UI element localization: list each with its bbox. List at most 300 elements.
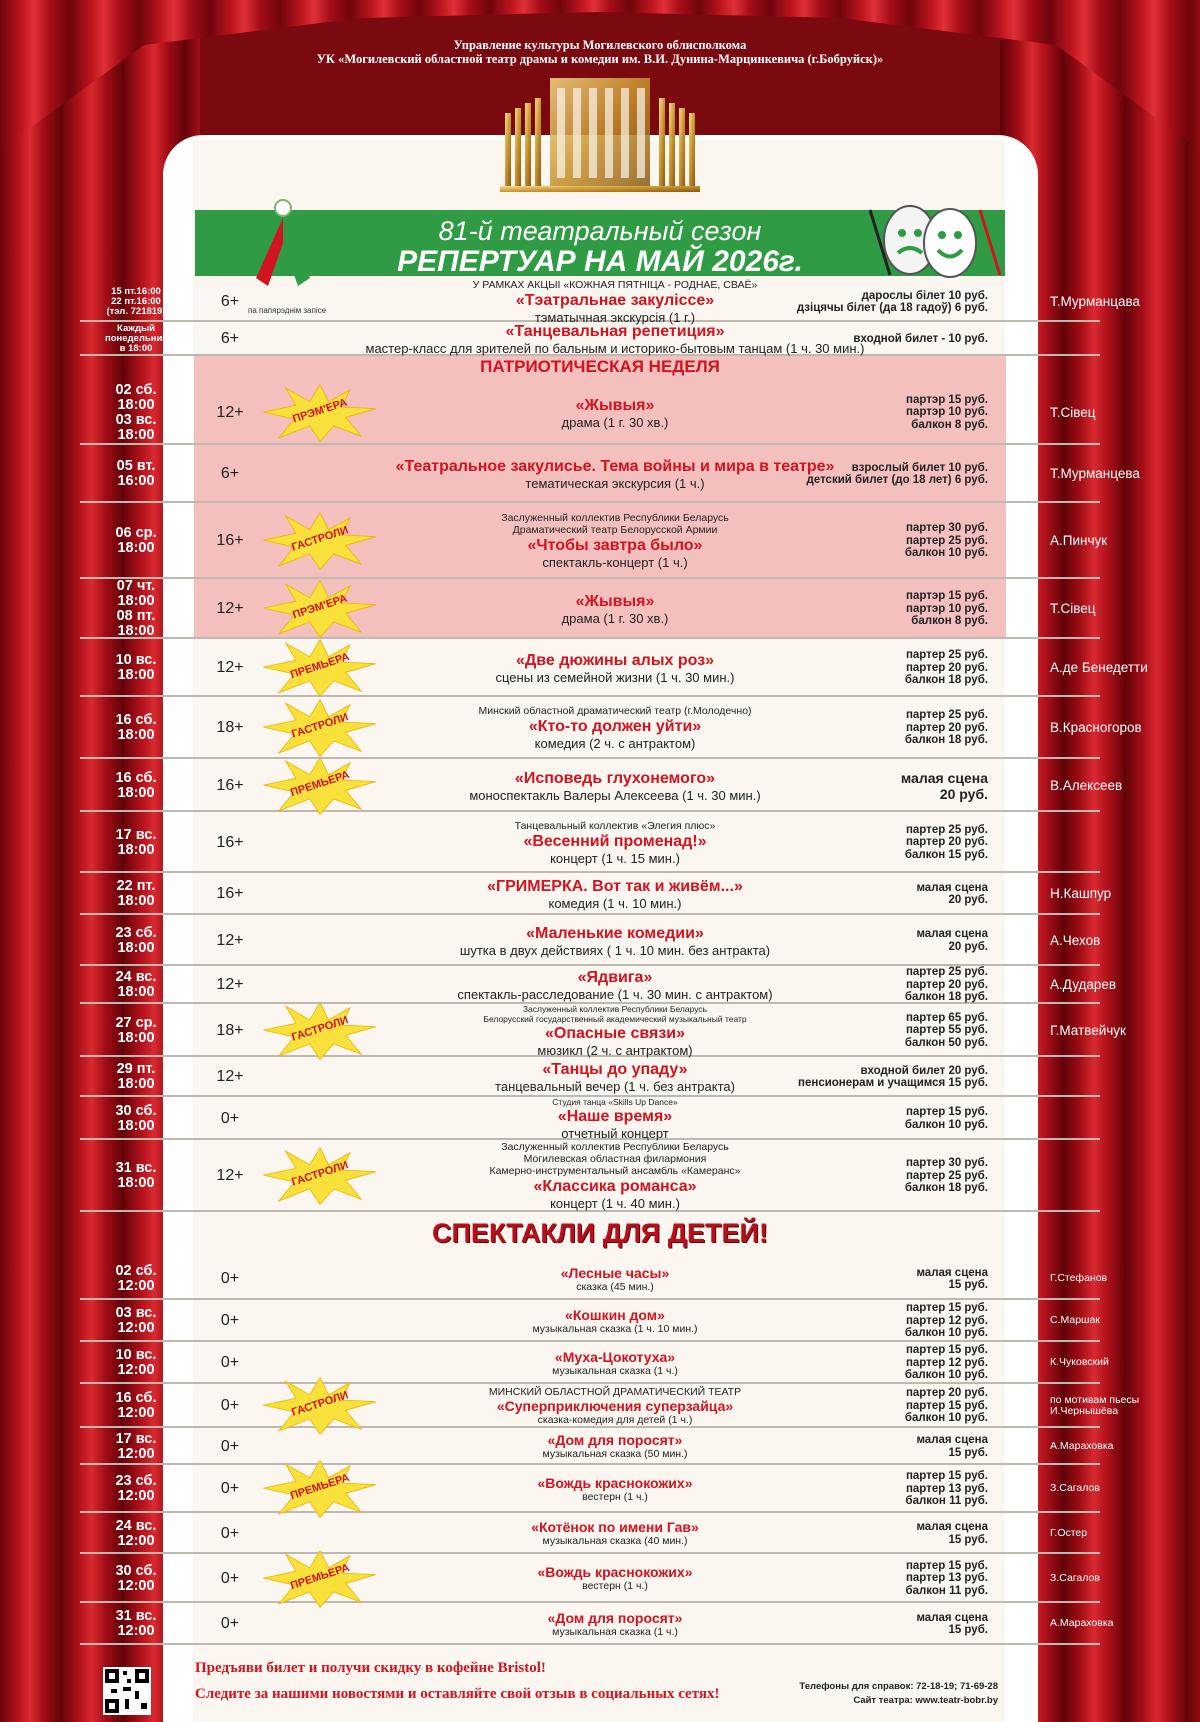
- event-presenter: МИНСКИЙ ОБЛАСТНОЙ ДРАМАТИЧЕСКИЙ ТЕАТР: [488, 1385, 742, 1398]
- date-line: 16 сб.: [115, 712, 157, 728]
- header-line-1: Управление культуры Могилевского облисполкома: [453, 38, 747, 52]
- ticket-prices: [768, 282, 988, 322]
- event-row: [80, 380, 1100, 445]
- event-date: [80, 639, 192, 697]
- age-rating: 16+: [216, 833, 244, 851]
- event-date: [80, 812, 192, 873]
- date-line: 29 пт.: [116, 1061, 156, 1077]
- date-line: Каждый: [117, 323, 155, 334]
- event-title[interactable]: «Весенний променад!»: [523, 832, 707, 850]
- price-line: балкон 10 руб.: [904, 1118, 988, 1131]
- kids-event-row: [80, 1554, 1100, 1603]
- price-line: партер 15 руб.: [905, 1302, 988, 1315]
- event-title[interactable]: «Суперприключения суперзайца»: [496, 1397, 734, 1414]
- price-line: 20 руб.: [939, 785, 988, 802]
- event-presenter: Белорусский государственный академический музыкальный театр: [483, 1013, 747, 1024]
- date-line: 12:00: [117, 1488, 155, 1504]
- event-presenter: Минский областной драматический театр (г.Молодечно): [478, 705, 752, 717]
- badge-label: ГАСТРОЛИ: [290, 524, 350, 554]
- date-line: понедельник: [104, 333, 168, 344]
- age-rating: 18+: [216, 719, 244, 736]
- date-line: 12:00: [117, 1577, 155, 1594]
- event-date: [80, 915, 192, 966]
- date-line: 15 пт.16:00: [111, 286, 161, 297]
- kids-event-row: [80, 1465, 1100, 1513]
- age-rating: 12+: [216, 403, 244, 421]
- date-line: в 18:00: [119, 343, 153, 354]
- event-genre: комедия (1 ч. 10 мин.): [548, 896, 682, 911]
- date-line: 18:00: [117, 893, 155, 909]
- price-line: партер 25 руб.: [905, 649, 988, 662]
- date-line: 31 вс.: [115, 1160, 157, 1176]
- price-line: партер 25 руб.: [905, 823, 988, 836]
- price-line: малая сцена: [916, 1266, 988, 1279]
- event-genre: комедия (2 ч. с антрактом): [534, 736, 696, 751]
- price-line: балкон 8 руб.: [911, 418, 988, 431]
- event-date: [80, 1057, 192, 1097]
- price-line: малая сцена: [916, 928, 988, 940]
- price-line: малая сцена: [916, 881, 988, 894]
- event-genre: вестерн (1 ч.): [582, 1490, 648, 1503]
- event-title[interactable]: «Муха-Цокотуха»: [554, 1348, 676, 1365]
- badge-label: ПРЕМЬЕРА: [288, 1561, 352, 1593]
- date-line: 18:00: [117, 426, 155, 443]
- kids-event-row: [80, 1603, 1114, 1645]
- price-line: партер 13 руб.: [905, 1572, 988, 1585]
- event-author: З.Сагалов: [1050, 1571, 1100, 1584]
- event-row: [80, 697, 1142, 759]
- event-genre: тэматычная экскурсія (1 г.): [534, 310, 696, 325]
- age-rating: 0+: [220, 1480, 240, 1497]
- footer-promo: Предъяви билет и получи скидку в кофейне Bristol!: [195, 1660, 546, 1676]
- ticket-prices: [768, 1300, 988, 1342]
- price-line: малая сцена: [916, 1611, 988, 1624]
- ticket-prices: [768, 639, 988, 697]
- event-date: [80, 445, 192, 503]
- event-title[interactable]: «Жывыя»: [575, 396, 655, 414]
- event-title[interactable]: «ГРИМЕРКА. Вот так и живём...»: [487, 878, 743, 895]
- price-line: партер 30 руб.: [905, 1157, 988, 1170]
- price-line: балкон 50 руб.: [904, 1036, 988, 1049]
- date-line: 03 вс.: [115, 411, 157, 428]
- age-rating: 16+: [216, 776, 244, 794]
- date-line: 18:00: [117, 984, 155, 1000]
- event-date: [80, 966, 192, 1004]
- event-genre: музыкальная сказка (1 ч.): [552, 1625, 678, 1638]
- event-date: [80, 759, 192, 812]
- badge-label: ПРЭМ'ЕРА: [291, 396, 349, 426]
- event-row: [80, 873, 1112, 915]
- date-line: 16 сб.: [115, 1390, 157, 1406]
- event-row: [80, 812, 1100, 873]
- event-title[interactable]: «Жывыя»: [575, 593, 655, 610]
- event-genre: музыкальная сказка (50 мин.): [542, 1448, 688, 1460]
- header-line-2: УК «Могилевский областной театр драмы и комедии им. В.И. Дунина-Марцинкевича (г.Бобруйск)»: [316, 52, 884, 66]
- patriotic-week-heading: ПАТРИОТИЧЕСКАЯ НЕДЕЛЯ: [480, 357, 720, 376]
- event-date: [80, 282, 192, 322]
- price-line: партер 20 руб.: [905, 978, 988, 991]
- event-row: [80, 445, 1140, 503]
- event-date: [80, 380, 192, 445]
- event-title[interactable]: «Котёнок по имени Гав»: [531, 1519, 699, 1535]
- age-rating: 0+: [220, 1270, 240, 1287]
- event-title[interactable]: «Две дюжины алых роз»: [515, 652, 715, 669]
- event-genre: вестерн (1 ч.): [582, 1580, 648, 1592]
- ticket-prices: [768, 1603, 988, 1645]
- price-line: балкон 18 руб.: [904, 674, 988, 687]
- event-title[interactable]: «Наше время»: [557, 1107, 673, 1125]
- price-line: взрослый билет 10 руб.: [851, 461, 988, 474]
- event-author: В.Алексеев: [1050, 777, 1123, 793]
- price-line: партер 20 руб.: [905, 1387, 988, 1400]
- ticket-prices: [768, 1004, 988, 1057]
- date-line: 22 пт.16:00: [111, 296, 161, 307]
- date-line: 16:00: [117, 473, 155, 489]
- price-line: малая сцена: [916, 1434, 988, 1446]
- price-line: партер 20 руб.: [905, 721, 988, 734]
- event-author: К.Чуковский: [1050, 1356, 1109, 1369]
- age-rating: 6+: [220, 465, 240, 482]
- age-rating: 0+: [220, 1312, 240, 1329]
- event-row: [80, 322, 1100, 356]
- event-date: [80, 1097, 192, 1140]
- ticket-prices: [768, 1384, 988, 1428]
- badge-label: ПРЭМ'ЕРА: [291, 592, 349, 622]
- ticket-prices: [768, 1342, 988, 1384]
- event-author: по мотивам пьесы И.Чернышёва: [1050, 1393, 1140, 1417]
- event-presenter: Драматический театр Белорусской Армии: [512, 524, 718, 536]
- date-line: 16 сб.: [115, 769, 157, 786]
- date-line: 12:00: [117, 1445, 155, 1462]
- kids-event-row: [80, 1428, 1114, 1465]
- price-line: входной билет 20 руб.: [860, 1064, 988, 1077]
- event-date: [80, 1465, 192, 1513]
- price-line: партер 15 руб.: [905, 1470, 988, 1483]
- price-line: балкон 11 руб.: [905, 1584, 988, 1597]
- ticket-prices: [768, 1258, 988, 1300]
- theatre-logo-icon: [495, 68, 705, 198]
- season-title: 81-й театральный сезон: [438, 216, 762, 246]
- badge-label: ГАСТРОЛИ: [290, 1389, 350, 1419]
- ticket-prices: [768, 966, 988, 1004]
- event-author: Т.Мурманцава: [1050, 294, 1141, 309]
- date-line: 05 вт.: [116, 458, 156, 474]
- event-date: [80, 1140, 192, 1212]
- date-line: 18:00: [117, 939, 155, 956]
- event-genre: моноспектакль Валеры Алексеева (1 ч. 30 мин.): [469, 787, 761, 803]
- event-title[interactable]: «Исповедь глухонемого»: [514, 769, 716, 787]
- price-line: балкон 11 руб.: [905, 1495, 988, 1508]
- kids-section-heading: СПЕКТАКЛИ ДЛЯ ДЕТЕЙ!: [432, 1218, 768, 1248]
- date-line: 18:00: [117, 1175, 155, 1191]
- event-presenter: Заслуженный коллектив Республики Беларусь: [522, 1003, 708, 1014]
- event-title[interactable]: «Чтобы завтра было»: [527, 537, 703, 554]
- date-line: 18:00: [117, 841, 155, 858]
- badge-label: ПРЕМЬЕРА: [288, 1471, 352, 1503]
- age-rating: 0+: [220, 1569, 240, 1587]
- age-rating: 12+: [216, 931, 244, 949]
- badge-label: ПРЕМЬЕРА: [288, 768, 352, 800]
- price-line: партер 25 руб.: [905, 709, 988, 722]
- event-author: А.де Бенедетти: [1050, 660, 1148, 675]
- event-presenter: У РАМКАХ АКЦЫІ «КОЖНАЯ ПЯТНІЦА - РОДНАЕ, СВАЁ»: [472, 279, 758, 291]
- price-line: партер 13 руб.: [905, 1482, 988, 1495]
- date-line: 18:00: [117, 623, 155, 639]
- event-genre: сцены из семейной жизни (1 ч. 30 мин.): [495, 670, 735, 685]
- age-rating: 6+: [220, 330, 240, 347]
- event-presenter: Заслуженный коллектив Республики Беларусь: [501, 1141, 729, 1153]
- event-genre: мастер-класс для зрителей по бальным и историко-бытовым танцам (1 ч. 30 мин.): [365, 341, 865, 356]
- date-line: 12:00: [117, 1362, 155, 1378]
- price-line: партер 55 руб.: [905, 1024, 988, 1037]
- footer-site[interactable]: Сайт театра: www.teatr-bobr.by: [853, 1695, 998, 1706]
- event-row: [80, 1057, 1100, 1097]
- event-title[interactable]: «Ядвига»: [577, 969, 653, 986]
- ticket-prices: [768, 579, 988, 639]
- price-line: партер 12 руб.: [905, 1356, 988, 1369]
- age-rating: 12+: [216, 659, 244, 676]
- repertoire-title: РЕПЕРТУАР НА МАЙ 2026г.: [397, 245, 803, 278]
- age-rating: 16+: [216, 532, 244, 549]
- event-date: [80, 1384, 192, 1428]
- date-line: 17 вс.: [115, 826, 157, 843]
- qr-code-icon[interactable]: [103, 1667, 151, 1715]
- kids-event-row: [80, 1513, 1100, 1554]
- event-genre: отчетный концерт: [561, 1125, 669, 1141]
- price-line: 15 руб.: [948, 1279, 988, 1291]
- event-author: Н.Кашпур: [1050, 886, 1112, 901]
- price-line: партер 12 руб.: [905, 1314, 988, 1327]
- date-line: 17 вс.: [115, 1430, 157, 1447]
- date-line: 08 пт.: [116, 608, 156, 624]
- age-rating: 18+: [216, 1021, 244, 1039]
- event-title[interactable]: «Дом для поросят»: [547, 1609, 683, 1626]
- price-line: партер 15 руб.: [905, 1559, 988, 1572]
- event-author: А.Дударев: [1050, 977, 1117, 992]
- date-line: 12:00: [117, 1405, 155, 1421]
- event-title[interactable]: «Лесные часы»: [560, 1264, 670, 1281]
- age-rating: 0+: [220, 1354, 240, 1371]
- date-line: 24 вс.: [115, 969, 157, 985]
- event-title[interactable]: «Маленькие комедии»: [526, 924, 704, 942]
- event-title[interactable]: «Театральное закулисье. Тема войны и мира в театре»: [395, 458, 835, 475]
- event-author: А.Мараховка: [1050, 1617, 1114, 1630]
- price-line: партер 15 руб.: [905, 1344, 988, 1357]
- price-line: 20 руб.: [948, 894, 988, 906]
- date-line: 24 вс.: [115, 1517, 157, 1534]
- event-presenter: Могилевская областная филармония: [523, 1153, 707, 1165]
- event-presenter: Студия танца «Skills Up Dance»: [552, 1096, 678, 1107]
- age-rating: 6+: [220, 293, 240, 310]
- date-line: 18:00: [117, 540, 155, 556]
- event-title[interactable]: «Дом для поросят»: [547, 1432, 683, 1448]
- price-line: малая сцена: [916, 1521, 988, 1533]
- date-line: 12:00: [117, 1623, 155, 1639]
- date-line: 06 ср.: [115, 525, 157, 541]
- badge-label: ГАСТРОЛИ: [290, 711, 350, 741]
- event-genre: шутка в двух действиях ( 1 ч. 10 мин. без антракта): [459, 942, 771, 958]
- event-author: А.Пинчук: [1050, 533, 1108, 548]
- price-line: балкон 10 руб.: [904, 1369, 988, 1382]
- event-row: [80, 1097, 1100, 1140]
- event-author: З.Сагалов: [1050, 1482, 1100, 1495]
- date-line: 23 сб.: [115, 924, 157, 941]
- event-genre: драма (1 г. 30 хв.): [561, 611, 669, 626]
- event-genre: концерт (1 ч. 40 мин.): [550, 1196, 680, 1211]
- price-line: малая сцена: [900, 769, 988, 786]
- price-line: балкон 18 руб.: [904, 991, 988, 1004]
- event-genre: сказка (45 мин.): [576, 1280, 654, 1293]
- ticket-prices: [768, 380, 988, 445]
- ticket-prices: [768, 697, 988, 759]
- event-title[interactable]: «Классика романса»: [533, 1178, 697, 1195]
- date-line: 18:00: [117, 1029, 155, 1046]
- event-date: [80, 1428, 192, 1465]
- event-presenter: Танцевальный коллектив «Элегия плюс»: [514, 819, 716, 832]
- price-line: балкон 8 руб.: [911, 615, 988, 628]
- event-genre: тематическая экскурсия (1 ч.): [525, 476, 705, 491]
- event-author: Т.Сівец: [1050, 601, 1096, 616]
- date-line: 18:00: [117, 1117, 155, 1134]
- event-genre: музыкальная сказка (1 ч. 10 мин.): [532, 1322, 698, 1335]
- price-line: 15 руб.: [948, 1624, 988, 1636]
- event-genre: концерт (1 ч. 15 мин.): [550, 850, 680, 866]
- event-title[interactable]: «Вождь краснокожих»: [537, 1474, 693, 1491]
- event-date: [80, 1554, 192, 1603]
- age-rating: 0+: [220, 1615, 240, 1632]
- kids-event-row: [80, 1258, 1108, 1300]
- event-row: [80, 1140, 1100, 1212]
- ticket-prices: [768, 1140, 988, 1212]
- price-line: партэр 10 руб.: [906, 406, 988, 419]
- age-rating: 0+: [220, 1437, 240, 1455]
- event-date: [80, 579, 192, 639]
- event-date: [80, 1342, 192, 1384]
- price-line: партэр 15 руб.: [906, 590, 988, 603]
- age-rating: 12+: [216, 600, 244, 617]
- price-line: партер 20 руб.: [905, 836, 988, 849]
- price-line: пенсионерам и учащимся 15 руб.: [798, 1077, 988, 1089]
- ticket-prices: [768, 1057, 988, 1097]
- event-row: [80, 759, 1123, 812]
- event-row: [80, 503, 1108, 579]
- price-line: 15 руб.: [948, 1533, 988, 1546]
- date-line: 18:00: [117, 593, 155, 609]
- badge-label: ГАСТРОЛИ: [290, 1159, 350, 1189]
- badge-label: ГАСТРОЛИ: [290, 1014, 350, 1044]
- ticket-prices: [768, 1513, 988, 1554]
- event-author: Г.Остер: [1050, 1526, 1088, 1539]
- ticket-prices: [768, 812, 988, 873]
- age-rating: 12+: [216, 1068, 244, 1085]
- event-row: [80, 579, 1100, 639]
- price-line: балкон 15 руб.: [904, 848, 988, 861]
- footer-phones: Телефоны для справок: 72-18-19; 71-69-28: [799, 1681, 998, 1692]
- age-rating: 0+: [220, 1397, 240, 1414]
- date-line: (тэл. 721819): [106, 306, 166, 317]
- price-line: дарослы білет 10 руб.: [861, 289, 988, 302]
- price-line: 15 руб.: [948, 1446, 988, 1459]
- footer-follow: Следите за нашими новостями и оставляйте свой отзыв в социальных сетях!: [195, 1686, 720, 1702]
- event-genre: музыкальная сказка (1 ч.): [552, 1364, 678, 1377]
- date-line: 18:00: [117, 727, 155, 743]
- event-genre: мюзикл (2 ч. с антрактом): [537, 1042, 693, 1058]
- date-line: 18:00: [117, 1076, 155, 1092]
- price-line: партер 25 руб.: [905, 1169, 988, 1182]
- event-row: [80, 1003, 1126, 1058]
- event-genre: спектакль-концерт (1 ч.): [542, 555, 688, 570]
- badge-label: ПРЕМЬЕРА: [288, 650, 352, 682]
- price-line: партер 15 руб.: [905, 1106, 988, 1118]
- event-date: [80, 1258, 192, 1300]
- price-line: дзіцячы білет (да 18 гадоў) 6 руб.: [796, 302, 988, 314]
- event-genre: сказка-комедия для детей (1 ч.): [537, 1413, 693, 1426]
- price-line: 20 руб.: [948, 940, 988, 953]
- age-rating: 12+: [216, 1167, 244, 1184]
- event-author: Г.Матвейчук: [1050, 1022, 1126, 1038]
- ticket-prices: [768, 1465, 988, 1513]
- ticket-prices: [768, 759, 988, 812]
- event-title[interactable]: «Кто-то должен уйти»: [528, 718, 702, 735]
- ticket-prices: [768, 322, 988, 356]
- date-line: 07 чт.: [116, 578, 156, 594]
- event-title[interactable]: «Тэатральнае закулiссе»: [515, 292, 715, 309]
- event-genre: танцевальный вечер (1 ч. без антракта): [495, 1079, 735, 1094]
- kids-event-row: [80, 1342, 1109, 1384]
- date-line: 22 пт.: [116, 878, 156, 894]
- ticket-prices: [768, 873, 988, 915]
- event-author: В.Красногоров: [1050, 720, 1142, 735]
- price-line: партэр 15 руб.: [906, 393, 988, 406]
- event-presenter: Заслуженный коллектив Республики Беларусь: [501, 512, 729, 524]
- date-line: 02 сб.: [115, 381, 157, 398]
- event-title[interactable]: «Вождь краснокожих»: [537, 1564, 693, 1580]
- age-rating: 16+: [216, 885, 244, 902]
- event-row: [80, 639, 1148, 697]
- price-line: партэр 10 руб.: [906, 602, 988, 615]
- ticket-prices: [768, 915, 988, 966]
- event-date: [80, 873, 192, 915]
- price-line: балкон 10 руб.: [904, 547, 988, 560]
- event-date: [80, 322, 192, 356]
- ticket-prices: [768, 1428, 988, 1465]
- event-title[interactable]: «Танцевальная репетиция»: [505, 323, 725, 340]
- event-date: [80, 1513, 192, 1554]
- event-title[interactable]: «Танцы до упаду»: [542, 1061, 688, 1078]
- event-row: [80, 279, 1141, 325]
- date-line: 03 вс.: [115, 1305, 157, 1321]
- event-author: Т.Сівец: [1050, 404, 1096, 420]
- date-line: 18:00: [117, 396, 155, 413]
- price-line: балкон 10 руб.: [904, 1412, 988, 1425]
- date-line: 12:00: [117, 1320, 155, 1336]
- price-line: партер 15 руб.: [905, 1399, 988, 1412]
- event-genre: музыкальная сказка (40 мин.): [542, 1535, 688, 1547]
- ticket-prices: [768, 503, 988, 579]
- event-title[interactable]: «Опасные связи»: [544, 1024, 686, 1042]
- kids-event-row: [80, 1300, 1100, 1342]
- theatre-masks-icon: [850, 195, 1010, 285]
- date-line: 02 сб.: [115, 1263, 157, 1279]
- permission-note: па папярэднім запісе: [248, 306, 327, 315]
- price-line: партер 25 руб.: [905, 966, 988, 979]
- date-line: 30 сб.: [115, 1562, 157, 1579]
- event-title[interactable]: «Кошкин дом»: [565, 1306, 665, 1323]
- date-line: 27 ср.: [115, 1014, 157, 1031]
- event-date: [80, 697, 192, 759]
- date-line: 30 сб.: [115, 1102, 157, 1119]
- date-line: 18:00: [117, 784, 155, 801]
